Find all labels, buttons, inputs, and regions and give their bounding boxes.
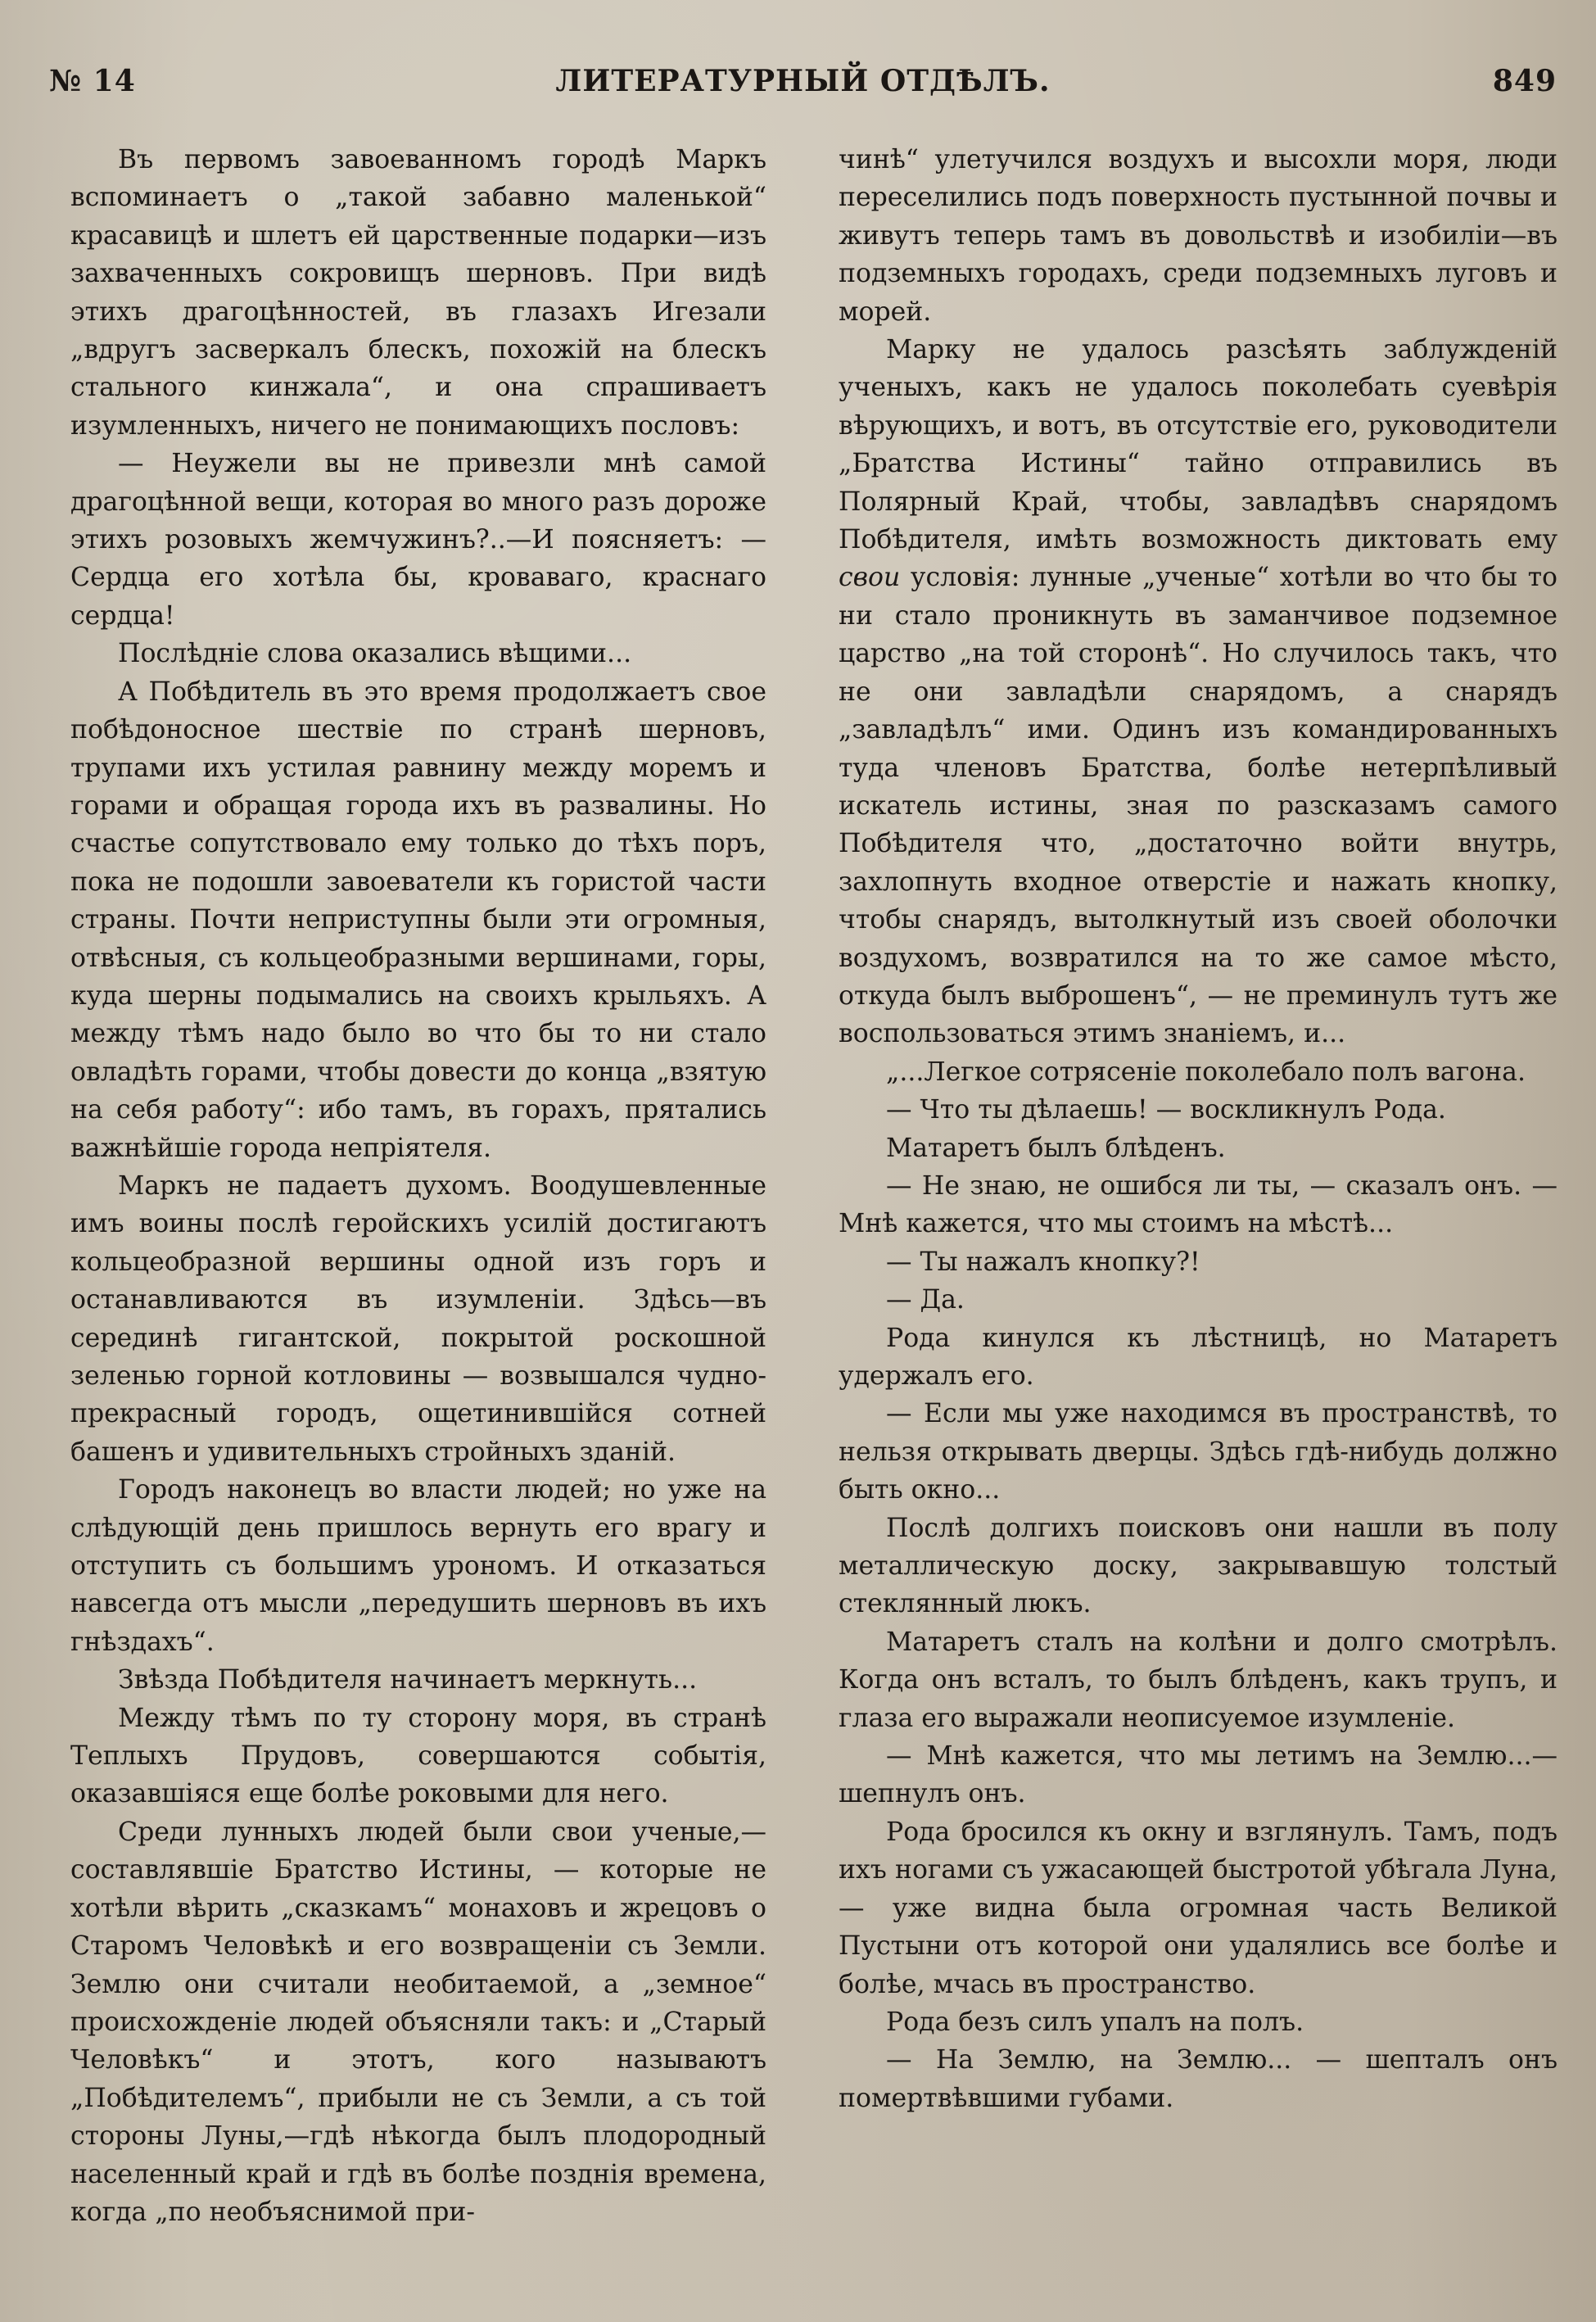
paragraph: Послѣ долгихъ поисковъ они нашли въ полу металлическую доску, закрывавшую толстый стеклянный люкъ.	[839, 1513, 1558, 1619]
paragraph: Звѣзда Побѣдителя начинаетъ меркнуть...	[118, 1665, 698, 1695]
paragraph: Рода кинулся къ лѣстницѣ, но Матаретъ удержалъ его.	[839, 1323, 1558, 1391]
dialogue-line: — Мнѣ кажется, что мы летимъ на Землю...— шепнулъ онъ.	[839, 1741, 1558, 1809]
paragraph: Городъ наконецъ во власти людей; но уже на слѣдующій день пришлось вернуть его врагу и отступить съ большимъ урономъ. И отказаться навсегда отъ мысли „передушить шерновъ въ ихъ гнѣздахъ“.	[70, 1475, 766, 1657]
text-run: Марку не удалось разсѣять заблужденій ученыхъ, какъ не удалось поколебать суевѣрія вѣрующихъ, и вотъ, въ отсутствіе его, руководители „Братства Истины“ тайно отправились въ Полярный Край, чтобы, завладѣвъ снарядомъ Побѣдителя, имѣть возможность диктовать ему	[839, 335, 1558, 555]
dialogue-line: — На Землю, на Землю... — шепталъ онъ помертвѣвшими губами.	[839, 2045, 1558, 2113]
dialogue-line: — Что ты дѣлаешь! — воскликнулъ Рода.	[886, 1095, 1446, 1125]
section-title: ЛИТЕРАТУРНЫЙ ОТДѢЛЪ.	[555, 64, 1051, 98]
paragraph: — Неужели вы не привезли мнѣ самой драгоцѣнной вещи, которая во много разъ дороже этихъ розовыхъ жемчужинъ?..—И поясняетъ: — Сердца его хотѣла бы, кроваваго, краснаго сердца!	[70, 449, 766, 631]
paragraph: Рода безъ силъ упалъ на полъ.	[886, 2007, 1304, 2037]
dialogue-line: — Не знаю, не ошибся ли ты, — сказалъ онъ. — Мнѣ кажется, что мы стоимъ на мѣстѣ...	[839, 1170, 1558, 1239]
text-run: условія: лунные „ученые“ хотѣли во что бы то ни стало проникнуть въ заманчивое подземное царство „на той сторонѣ“. Но случилось такъ, что не они завладѣли снарядомъ, а снарядъ „завладѣлъ“ ими. Одинъ изъ командированныхъ туда членовъ Братства, болѣе нетерпѣливый искатель истины, зная по разсказамъ самого Побѣдителя что, „достаточно войти внутрь, захлопнуть входное отверстіе и нажать кнопку, чтобы снарядъ, вытолкнутый изъ своей оболочки воздухомъ, возвратился на то же самое мѣсто, откуда былъ выброшенъ“, — не преминулъ тутъ же воспользоваться этимъ знаніемъ, и...	[839, 563, 1558, 1049]
paragraph: Среди лунныхъ людей были свои ученые,—составлявшіе Братство Истины, — которые не хотѣли вѣрить „сказкамъ“ монаховъ и жрецовъ о Старомъ Человѣкѣ и его возвращеніи съ Земли. Землю они считали необитаемой, а „земное“ происхожденіе людей объясняли такъ: и „Старый Человѣкъ“ и этотъ, кого называютъ „Побѣдителемъ“, прибыли не съ Земли, а съ той стороны Луны,—гдѣ нѣкогда былъ плодородный населенный край и гдѣ въ болѣе позднія времена, когда „по необъяснимой при-	[70, 1817, 766, 2227]
issue-number: № 14	[49, 64, 136, 98]
paragraph-continued: чинѣ“ улетучился воздухъ и высохли моря, люди переселились подъ поверхность пустынной почвы и живутъ теперь тамъ въ довольствѣ и изобиліи—въ подземныхъ городахъ, среди подземныхъ луговъ и морей.	[839, 145, 1558, 327]
left-column	[70, 141, 766, 2231]
paragraph: Послѣдніе слова оказались вѣщими...	[118, 639, 632, 669]
paragraph	[839, 331, 1558, 1053]
right-column	[839, 141, 1558, 2117]
page-header	[49, 64, 1557, 105]
dialogue-line: — Ты нажалъ кнопку?!	[886, 1247, 1200, 1277]
page-number: 849	[1492, 64, 1557, 98]
paragraph: Рода бросился къ окну и взглянулъ. Тамъ, подъ ихъ ногами съ ужасающей быстротой убѣгала Луна, — уже видна была огромная часть Великой Пустыни отъ которой они удалялись все болѣе и болѣе, мчась въ пространство.	[839, 1817, 1558, 1999]
paragraph: Матаретъ сталъ на колѣни и долго смотрѣлъ. Когда онъ всталъ, то былъ блѣденъ, какъ трупъ, и глаза его выражали неописуемое изумленіе.	[839, 1627, 1558, 1733]
paragraph: „...Легкое сотрясеніе поколебало полъ вагона.	[886, 1057, 1526, 1087]
paragraph: А Побѣдитель въ это время продолжаетъ свое побѣдоносное шествіе по странѣ шерновъ, трупами ихъ устилая равнину между моремъ и горами и обращая города ихъ въ развалины. Но счастье сопутствовало ему только до тѣхъ поръ, пока не подошли завоеватели къ гористой части страны. Почти неприступны были эти огромныя, отвѣсныя, съ кольцеобразными вершинами, горы, куда шерны подымались на своихъ крыльяхъ. А между тѣмъ надо было во что бы то ни стало овладѣть горами, чтобы довести до конца „взятую на себя работу“: ибо тамъ, въ горахъ, прятались важнѣйшіе города непріятеля.	[70, 677, 766, 1163]
dialogue-line: — Да.	[886, 1285, 965, 1315]
paragraph: Матаретъ былъ блѣденъ.	[886, 1133, 1226, 1163]
dialogue-line: — Если мы уже находимся въ пространствѣ, то нельзя открывать дверцы. Здѣсь гдѣ-нибудь должно быть окно...	[839, 1399, 1558, 1505]
paragraph: Между тѣмъ по ту сторону моря, въ странѣ Теплыхъ Прудовъ, совершаются событія, оказавшіяся еще болѣе роковыми для него.	[70, 1703, 766, 1809]
italic-emphasis: свои	[839, 563, 901, 593]
paragraph: Въ первомъ завоеванномъ городѣ Маркъ вспоминаетъ о „такой забавно маленькой“ красавицѣ и шлетъ ей царственные подарки—изъ захваченныхъ сокровищъ шерновъ. При видѣ этихъ драгоцѣнностей, въ глазахъ Игезали „вдругъ засверкалъ блескъ, похожій на блескъ стального кинжала“, и она спрашиваетъ изумленныхъ, ничего не понимающихъ пословъ:	[70, 145, 766, 441]
paragraph: Маркъ не падаетъ духомъ. Воодушевленные имъ воины послѣ геройскихъ усилій достигаютъ кольцеобразной вершины одной изъ горъ и останавливаются въ изумленіи. Здѣсь—въ серединѣ гигантской, покрытой роскошной зеленью горной котловины — возвышался чудно-прекрасный городъ, ощетинившійся сотней башенъ и удивительныхъ стройныхъ зданій.	[70, 1170, 766, 1467]
